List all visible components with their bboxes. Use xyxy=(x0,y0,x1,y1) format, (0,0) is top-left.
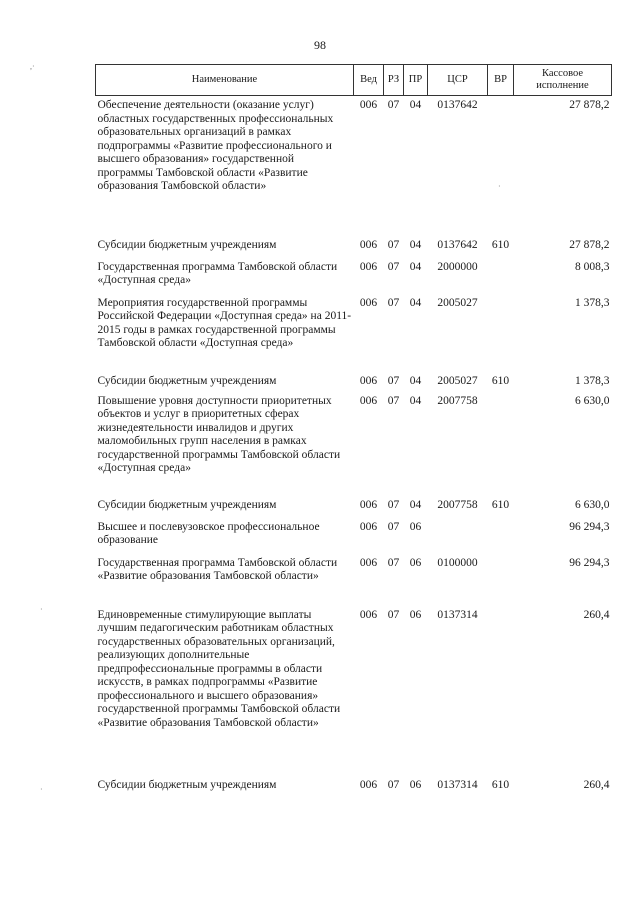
row-amount: 96 294,3 xyxy=(569,556,610,569)
table-row xyxy=(96,776,612,798)
row-rz: 07 xyxy=(387,238,400,251)
row-amount: 27 878,2 xyxy=(569,238,610,251)
row-ved: 006 xyxy=(359,238,378,251)
row-vr xyxy=(488,554,514,606)
row-amount: 96 294,3 xyxy=(569,520,610,533)
row-amount: 27 878,2 xyxy=(569,99,610,111)
row-name: Государственная программа Тамбовской области «Доступная среда» xyxy=(97,260,338,287)
row-pr: 04 xyxy=(409,238,422,251)
row-name: Мероприятия государственной программы Российской Федерации «Доступная среда» на 2011-2015 годы в рамках государственной программы Тамбовской области «Доступная среда» xyxy=(97,296,352,350)
row-ved: 006 xyxy=(359,296,378,309)
row-pr: 04 xyxy=(409,374,422,387)
row-name: Высшее и послевузовское профессиональное образование xyxy=(97,520,320,547)
row-vr xyxy=(488,96,514,236)
row-vr xyxy=(488,392,514,496)
scan-speck: ,· xyxy=(30,62,35,71)
budget-table xyxy=(95,64,612,798)
row-csr: 2000000 xyxy=(437,260,478,273)
table-row xyxy=(96,518,612,554)
row-vr: 610 xyxy=(491,778,510,791)
row-vr: 610 xyxy=(491,238,510,251)
row-ved: 006 xyxy=(359,520,378,533)
row-rz: 07 xyxy=(387,520,400,533)
row-pr: 04 xyxy=(409,394,422,407)
row-name: Государственная программа Тамбовской области «Развитие образования Тамбовской области» xyxy=(97,556,338,583)
row-csr xyxy=(428,518,488,554)
row-name: Повышение уровня доступности приоритетных объектов и услуг в приоритетных сферах жизнедеятельности инвалидов и других маломобильных групп населения в рамках государственной программы Тамбовской области «Доступная среда» xyxy=(97,394,341,475)
row-pr: 06 xyxy=(409,608,422,621)
row-vr xyxy=(488,518,514,554)
row-pr: 06 xyxy=(409,778,422,791)
row-csr: 2007758 xyxy=(437,394,478,407)
header-ved: Вед xyxy=(354,65,384,96)
row-name: Обеспечение деятельности (оказание услуг) областных государственных профессиональных образовательных организаций в рамках подпрограммы «Развитие профессионального и высшего образования» государственной программы Тамбовской области «Развитие образования Тамбовской области» xyxy=(97,99,334,193)
row-pr: 04 xyxy=(409,498,422,511)
row-amount: 6 630,0 xyxy=(575,498,610,511)
row-pr: 04 xyxy=(409,296,422,309)
row-ved: 006 xyxy=(359,374,378,387)
row-rz: 07 xyxy=(387,99,400,111)
row-csr: 0137314 xyxy=(437,778,478,791)
row-rz: 07 xyxy=(387,778,400,791)
row-rz: 07 xyxy=(387,296,400,309)
header-rz: РЗ xyxy=(384,65,404,96)
table-row xyxy=(96,392,612,496)
row-vr xyxy=(488,294,514,372)
row-vr xyxy=(488,258,514,294)
table-row xyxy=(96,372,612,392)
scan-speck: · xyxy=(40,605,43,614)
row-amount: 260,4 xyxy=(583,608,610,621)
table-row xyxy=(96,496,612,518)
table-row xyxy=(96,294,612,372)
row-ved: 006 xyxy=(359,556,378,569)
page-number: 98 xyxy=(314,38,326,52)
row-name: Субсидии бюджетным учреждениям xyxy=(97,238,277,251)
row-csr: 0137642 xyxy=(437,99,478,111)
row-csr: 2005027 xyxy=(437,296,478,309)
row-pr: 04 xyxy=(409,99,422,111)
header-vr: ВР xyxy=(488,65,514,96)
row-amount: 260,4 xyxy=(583,778,610,791)
row-name: Единовременные стимулирующие выплаты лучшим педагогическим работникам областных государственных образовательных организаций, реализующих дополнительные предпрофессиональные программы в области искусств, в рамках подпрограммы «Развитие профессионального и высшего образования» государственной программы Тамбовской области «Развитие образования Тамбовской области» xyxy=(97,608,341,729)
row-amount: 6 630,0 xyxy=(575,394,610,407)
row-rz: 07 xyxy=(387,374,400,387)
table-row xyxy=(96,554,612,606)
row-name: Субсидии бюджетным учреждениям xyxy=(97,498,277,511)
table-row xyxy=(96,258,612,294)
row-csr: 0137642 xyxy=(437,238,478,251)
header-name: Наименование xyxy=(96,65,354,96)
header-pr: ПР xyxy=(404,65,428,96)
row-vr: 610 xyxy=(491,498,510,511)
row-csr: 2005027 xyxy=(437,374,478,387)
table-row xyxy=(96,606,612,776)
table-row xyxy=(96,96,612,236)
row-ved: 006 xyxy=(359,608,378,621)
row-rz: 07 xyxy=(387,556,400,569)
row-amount: 1 378,3 xyxy=(575,296,610,309)
row-amount: 1 378,3 xyxy=(575,374,610,387)
row-csr: 0137314 xyxy=(437,608,478,621)
row-csr: 0100000 xyxy=(437,556,478,569)
row-rz: 07 xyxy=(387,394,400,407)
table-header-row xyxy=(96,65,612,96)
row-amount: 8 008,3 xyxy=(575,260,610,273)
header-csr: ЦСР xyxy=(428,65,488,96)
row-ved: 006 xyxy=(359,498,378,511)
row-pr: 06 xyxy=(409,556,422,569)
row-name: Субсидии бюджетным учреждениям xyxy=(97,778,277,791)
row-pr: 06 xyxy=(409,520,422,533)
row-vr: 610 xyxy=(491,374,510,387)
scan-speck: · xyxy=(498,182,501,191)
table-row xyxy=(96,236,612,258)
row-ved: 006 xyxy=(359,260,378,273)
row-name: Субсидии бюджетным учреждениям xyxy=(97,374,277,387)
row-pr: 04 xyxy=(409,260,422,273)
row-rz: 07 xyxy=(387,260,400,273)
row-vr xyxy=(488,606,514,776)
table-body xyxy=(96,96,612,798)
scan-speck: · xyxy=(40,785,43,794)
header-amount: Кассовое исполнение xyxy=(514,65,612,96)
row-csr: 2007758 xyxy=(437,498,478,511)
row-ved: 006 xyxy=(359,394,378,407)
row-rz: 07 xyxy=(387,498,400,511)
row-rz: 07 xyxy=(387,608,400,621)
row-ved: 006 xyxy=(359,778,378,791)
row-ved: 006 xyxy=(359,99,378,111)
